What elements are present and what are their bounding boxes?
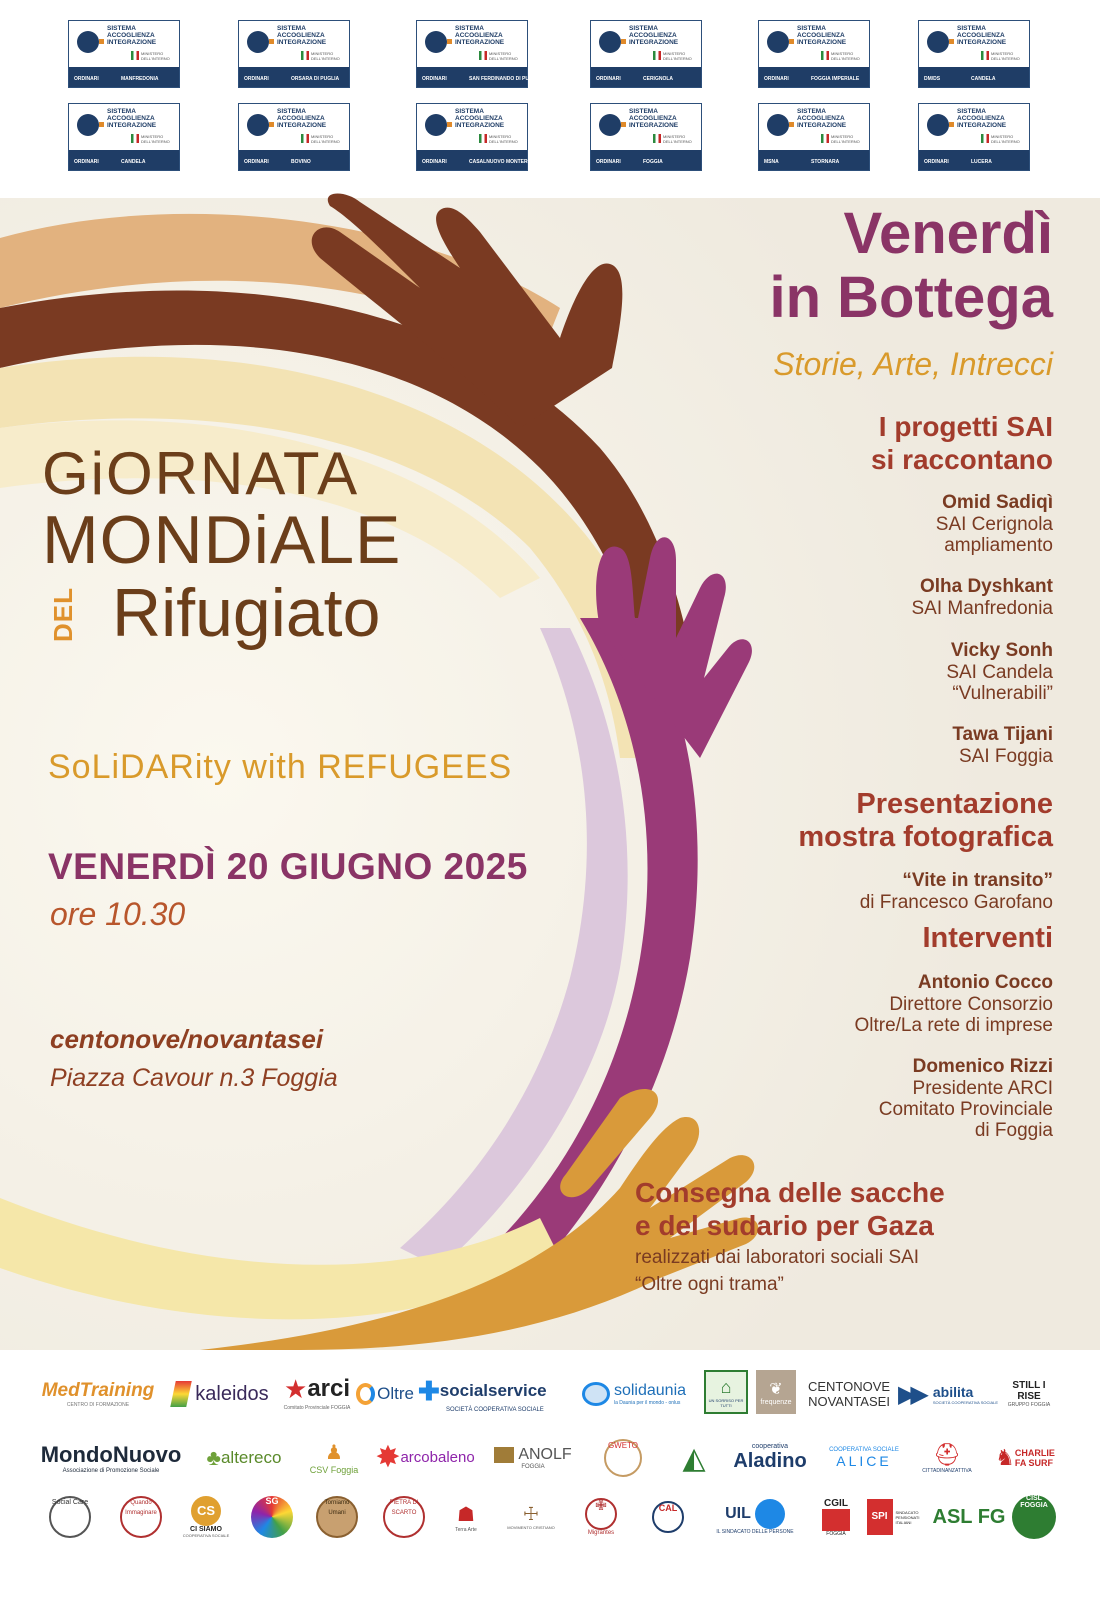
sai-badge — [68, 20, 180, 88]
abilita-arrows-icon: ▶▶ — [897, 1380, 923, 1408]
sai-badge-municipality: FOGGIA IMPERIALE — [811, 76, 860, 82]
logo-cittadinanzattiva — [910, 1434, 984, 1482]
sai-badge — [758, 20, 870, 88]
sai-badge-ministry: MINISTERO DELL'INTERNO — [311, 51, 340, 61]
logo-africa — [670, 1436, 718, 1480]
logo-mondonuovo-sub: Associazione di Promozione Sociale — [62, 1468, 160, 1474]
speaker-desc-4-l1: SAI Foggia — [959, 746, 1053, 767]
sai-badge-category: ORDINARI — [924, 159, 949, 165]
sai-badge-category: ORDINARI — [596, 76, 621, 82]
sai-logo-icon — [767, 31, 789, 53]
sai-badge — [416, 103, 546, 171]
speaker-name-3: Vicky Sonh — [950, 640, 1053, 661]
sai-logo-icon — [927, 31, 949, 53]
speech-desc-2-l1: Presidente ARCI — [912, 1078, 1053, 1099]
logo-cisiamo — [176, 1492, 236, 1542]
logo-anolf — [490, 1436, 576, 1480]
logo-spi-text: SPI — [867, 1499, 893, 1535]
logo-cisiamo-text: CI SIAMO — [190, 1526, 222, 1533]
poster — [0, 198, 1100, 1350]
logo-alice-sub: COOPERATIVA SOCIALE — [829, 1447, 899, 1453]
logo-quandoimmaginare — [112, 1494, 170, 1540]
sai-badge — [68, 103, 180, 171]
logo-torniamoumani-text: Torniamo Umani — [316, 1496, 358, 1538]
speaker-desc-1-l2: ampliamento — [944, 535, 1053, 556]
section-exhibition-l2: mostra fotografica — [798, 821, 1053, 853]
logo-mondonuovo-text: MondoNuovo — [40, 1442, 182, 1467]
sai-badge-municipality: STORNARA — [811, 159, 840, 165]
logo-alice-text: ALICE — [836, 1453, 892, 1469]
section-sai-projects — [633, 410, 1053, 476]
section-gaza-l1: Consegna delle sacche — [635, 1177, 945, 1208]
sai-logo-icon — [599, 114, 621, 136]
logo-socialcare-text: Social Care — [49, 1496, 91, 1538]
sai-badge-title: SISTEMA ACCOGLIENZA INTEGRAZIONE — [277, 25, 327, 46]
logo-medtraining-sub: CENTRO DI FORMAZIONE — [66, 1402, 130, 1408]
logo-pietradiscarto-text: PIETRA DI SCARTO — [383, 1496, 425, 1538]
title-del: DEL — [48, 587, 78, 642]
sai-badge-ministry: MINISTERO DELL'INTERNO — [831, 134, 860, 144]
speaker-desc-1-l1: SAI Cerignola — [935, 514, 1053, 535]
cisiamo-cs-icon: CS — [191, 1496, 221, 1526]
sai-badge-ministry: MINISTERO DELL'INTERNO — [991, 51, 1020, 61]
logo-terraarte — [446, 1494, 486, 1540]
program-title-line1: Venerdì — [843, 201, 1053, 266]
sai-badge-category: MSNA — [764, 159, 779, 165]
speech-name-1: Antonio Cocco — [917, 972, 1053, 993]
logo-medtraining — [40, 1374, 156, 1414]
sai-badge-municipality: SAN FERDINANDO DI PUGLIA — [469, 76, 541, 82]
logo-arci-sub: Comitato Provinciale FOGGIA — [283, 1404, 351, 1411]
speaker-name-2: Olha Dyshkant — [919, 576, 1053, 597]
sai-badge-category: ORDINARI — [422, 76, 447, 82]
italy-flag-icon — [479, 134, 487, 143]
sai-badge-ministry: MINISTERO DELL'INTERNO — [831, 51, 860, 61]
sai-badge-category: DM/DS — [924, 76, 941, 82]
logo-unsorriso — [704, 1370, 748, 1414]
section-gaza-desc-l2: “Oltre ogni trama” — [635, 1274, 784, 1295]
italy-flag-icon — [821, 134, 829, 143]
logo-quandoimmaginare-text: Quando Immaginare — [120, 1496, 162, 1538]
sai-logo-icon — [599, 31, 621, 53]
logo-altereco-text: altereco — [220, 1448, 282, 1467]
sai-badge — [918, 103, 1030, 171]
sai-badge — [416, 20, 541, 88]
movimento-emblem-icon: ☩ — [522, 1504, 540, 1524]
sai-badge-ministry: MINISTERO DELL'INTERNO — [489, 51, 518, 61]
sai-badge-title: SISTEMA ACCOGLIENZA INTEGRAZIONE — [797, 25, 847, 46]
logo-aslfg — [932, 1494, 1006, 1540]
sai-badge-municipality: CERIGNOLA — [643, 76, 673, 82]
africa-map-icon: ◭ — [682, 1441, 706, 1475]
section-sai-projects-l1: I progetti SAI — [878, 411, 1053, 442]
logo-solidaunia-sub: la Daunia per il mondo - onlus — [613, 1400, 681, 1406]
logo-terraarte-text: Terra Arte — [455, 1526, 477, 1533]
arci-star-icon: ★ — [284, 1373, 308, 1404]
charlie-surfer-icon: ♞ — [995, 1445, 1015, 1470]
speaker-desc-2 — [633, 598, 1053, 619]
kaleidos-mark-icon — [171, 1381, 193, 1407]
logo-oltre-text: Oltre — [377, 1384, 414, 1403]
sai-badge-title: SISTEMA ACCOGLIENZA INTEGRAZIONE — [455, 25, 505, 46]
sai-badge-municipality: CANDELA — [121, 159, 146, 165]
logo-torniamoumani — [310, 1494, 364, 1540]
logo-abilita-text: abilita — [932, 1383, 974, 1400]
sai-badge-municipality: FOGGIA — [643, 159, 663, 165]
sai-badge-municipality: BOVINO — [291, 159, 311, 165]
speech-desc-2-l2: Comitato Provinciale — [878, 1099, 1053, 1120]
logo-aladino-sub: cooperativa — [751, 1443, 789, 1450]
sai-badge-category: ORDINARI — [74, 76, 99, 82]
sai-badge — [238, 103, 350, 171]
uil-circle-icon — [755, 1499, 785, 1529]
program-title-line2: in Bottega — [769, 265, 1053, 330]
logo-kaleidos — [166, 1374, 276, 1414]
logo-anolf-sub: FOGGIA — [521, 1464, 545, 1470]
italy-flag-icon — [131, 134, 139, 143]
speech-desc-2-l3: di Foggia — [974, 1120, 1053, 1141]
logo-alice — [826, 1434, 902, 1482]
sai-badge-municipality: LUCERA — [971, 159, 992, 165]
title-line-rifugiato-row — [42, 575, 401, 655]
section-exhibition — [633, 788, 1053, 854]
logo-charlie — [990, 1434, 1060, 1482]
logo-abilita — [897, 1374, 999, 1414]
sai-badge-municipality: ORSARA DI PUGLIA — [291, 76, 340, 82]
sai-badge-title: SISTEMA ACCOGLIENZA INTEGRAZIONE — [107, 25, 157, 46]
logo-charlie-text: CHARLIE FA SURF — [1014, 1448, 1055, 1468]
italy-flag-icon — [821, 51, 829, 60]
sai-logo-icon — [425, 114, 447, 136]
logo-aladino — [722, 1436, 818, 1480]
sai-badge-municipality: CANDELA — [971, 76, 996, 82]
logo-movimentocristiano — [496, 1494, 566, 1540]
speaker-desc-1 — [633, 514, 1053, 556]
sai-badge-category: ORDINARI — [244, 76, 269, 82]
sai-badge-category: ORDINARI — [596, 159, 621, 165]
logo-spi-sub: SINDACATO PENSIONATI ITALIANI — [895, 1509, 920, 1525]
logo-oltre — [356, 1374, 414, 1414]
logo-centonove-text: CENTONOVE NOVANTASEI — [807, 1379, 891, 1409]
logo-solidaunia — [572, 1374, 696, 1414]
sai-badge-title: SISTEMA ACCOGLIENZA INTEGRAZIONE — [957, 25, 1007, 46]
logo-stillirise — [1000, 1370, 1058, 1418]
sai-badge-title: SISTEMA ACCOGLIENZA INTEGRAZIONE — [629, 108, 679, 129]
section-speeches: Interventi — [922, 922, 1053, 954]
speaker-name-1: Omid Sadiqì — [942, 492, 1053, 513]
logo-socialcare — [40, 1494, 100, 1540]
sai-badge-category: ORDINARI — [244, 159, 269, 165]
logo-cal — [640, 1492, 696, 1542]
speaker-desc-3-l1: SAI Candela — [946, 662, 1053, 683]
logo-anolf-text: ANOLF — [518, 1446, 572, 1463]
italy-flag-icon — [981, 51, 989, 60]
cgil-block-icon — [822, 1509, 850, 1531]
logo-migrantes — [576, 1492, 626, 1542]
logo-migrantes-text: Migrantes — [587, 1530, 615, 1536]
exhibition-name: “Vite in transito” — [902, 870, 1053, 891]
logo-cisl-text: CISL FOGGIA — [1012, 1495, 1056, 1539]
logo-arcobaleno — [372, 1434, 478, 1480]
sai-badge — [758, 103, 870, 171]
logo-sg-text: SG — [251, 1496, 293, 1538]
sai-badge-ministry: MINISTERO DELL'INTERNO — [141, 51, 170, 61]
italy-flag-icon — [653, 134, 661, 143]
logo-cisl — [1008, 1492, 1060, 1542]
speech-name-2: Domenico Rizzi — [912, 1056, 1053, 1077]
tagline: SoLiDARity with REFUGEES — [48, 748, 513, 786]
italy-flag-icon — [131, 51, 139, 60]
logo-solidaunia-text: solidaunia — [613, 1382, 687, 1399]
terraarte-figure-icon: ☗ — [457, 1503, 475, 1526]
sai-badge-ministry: MINISTERO DELL'INTERNO — [991, 134, 1020, 144]
logo-movimentocristiano-text: MOVIMENTO CRISTIANO — [507, 1525, 555, 1530]
italy-flag-icon — [653, 51, 661, 60]
title-line-mondiale: MONDiALE — [42, 502, 402, 578]
title-line-giornata: GiORNATA — [42, 440, 360, 507]
logo-arci-text: arci — [307, 1375, 351, 1402]
title-line-rifugiato: Rifugiato — [112, 575, 381, 651]
sai-badge-category: ORDINARI — [764, 76, 789, 82]
sai-badge — [238, 20, 350, 88]
logo-altereco — [196, 1438, 292, 1478]
logo-sg — [246, 1494, 298, 1540]
logo-arci — [284, 1366, 350, 1418]
anolf-mark-icon — [494, 1447, 514, 1463]
logo-uil-sub: IL SINDACATO DELLE PERSONE — [716, 1529, 794, 1535]
sai-badge — [590, 20, 702, 88]
logo-cgil-text: CGIL — [824, 1497, 848, 1509]
logo-gweto — [588, 1436, 658, 1480]
logo-aslfg-text: ASL FG — [932, 1505, 1006, 1528]
sai-badge-category: ORDINARI — [422, 159, 447, 165]
section-sai-projects-l2: si raccontano — [870, 444, 1053, 475]
sai-badge-ministry: MINISTERO DELL'INTERNO — [663, 134, 692, 144]
speaker-desc-4 — [633, 746, 1053, 767]
logo-mondonuovo — [40, 1438, 182, 1478]
sai-badge-ministry: MINISTERO DELL'INTERNO — [663, 51, 692, 61]
exhibition-author: di Francesco Garofano — [859, 892, 1053, 913]
speech-desc-1 — [633, 994, 1053, 1036]
unsorriso-house-icon: ⌂ — [720, 1376, 732, 1397]
program-subtitle: Storie, Arte, Intrecci — [773, 346, 1053, 382]
section-gaza-delivery — [635, 1176, 1095, 1242]
italy-flag-icon — [981, 134, 989, 143]
logo-socialservice-sub: SOCIETÀ COOPERATIVA SOCIALE — [446, 1406, 544, 1413]
sai-logo-icon — [247, 114, 269, 136]
logo-spi — [864, 1492, 934, 1542]
event-title — [42, 440, 402, 655]
speaker-desc-3 — [633, 662, 1053, 704]
sai-badge-ministry: MINISTERO DELL'INTERNO — [311, 134, 340, 144]
logo-csv — [306, 1434, 362, 1480]
event-address: Piazza Cavour n.3 Foggia — [50, 1064, 338, 1092]
section-gaza-desc-l1: realizzati dai laboratori sociali SAI — [635, 1247, 920, 1268]
arcobaleno-star-icon: ✸ — [375, 1440, 401, 1474]
logo-socialservice-text: socialservice — [439, 1381, 547, 1400]
speaker-name-4: Tawa Tijani — [952, 724, 1053, 745]
logo-socialservice — [418, 1374, 566, 1414]
italy-flag-icon — [301, 134, 309, 143]
sai-badge-title: SISTEMA ACCOGLIENZA INTEGRAZIONE — [957, 108, 1007, 129]
sai-badge-title: SISTEMA ACCOGLIENZA INTEGRAZIONE — [277, 108, 327, 129]
sai-badge — [918, 20, 1030, 88]
logo-gweto-text: GWETO — [604, 1439, 642, 1477]
speech-desc-1-l2: Oltre/La rete di imprese — [854, 1015, 1053, 1036]
speaker-desc-2-l1: SAI Manfredonia — [911, 598, 1053, 619]
logo-centonove — [802, 1374, 896, 1414]
italy-flag-icon — [479, 51, 487, 60]
partner-logos — [0, 1356, 1119, 1600]
logo-arcobaleno-text: arcobaleno — [400, 1448, 475, 1466]
sai-badge-ministry: MINISTERO DELL'INTERNO — [141, 134, 170, 144]
sai-badge-ministry: MINISTERO DELL'INTERNO — [489, 134, 518, 144]
event-venue: centonove/novantasei — [50, 1024, 324, 1054]
section-gaza-desc — [635, 1244, 1095, 1298]
speech-desc-2 — [633, 1078, 1053, 1141]
logo-frequenze-text: frequenze — [760, 1398, 792, 1406]
program-title — [673, 202, 1053, 330]
sai-badges — [0, 0, 1119, 190]
solidaunia-globe-icon — [582, 1382, 610, 1406]
logo-pietradiscarto — [376, 1494, 432, 1540]
italy-flag-icon — [301, 51, 309, 60]
sai-badge-municipality: MANFREDONIA — [121, 76, 159, 82]
sai-badge — [590, 103, 702, 171]
event-date: VENERDÌ 20 GIUGNO 2025 — [48, 846, 528, 887]
sai-logo-icon — [767, 114, 789, 136]
logo-abilita-sub: SOCIETÀ COOPERATIVA SOCIALE — [932, 1399, 999, 1405]
logo-cgil-sub: FOGGIA — [826, 1530, 846, 1537]
logo-kaleidos-text: kaleidos — [195, 1382, 269, 1405]
frequenze-leaf-icon: ❦ — [769, 1380, 783, 1398]
sai-logo-icon — [77, 31, 99, 53]
cittadinanzattiva-figure-icon: ⛑ — [933, 1442, 961, 1467]
csv-figures-icon: ♟ — [325, 1441, 343, 1464]
oltre-ring-icon — [356, 1383, 375, 1405]
logo-stillirise-sub: GRUPPO FOGGIA — [1007, 1402, 1051, 1408]
sai-badge-title: SISTEMA ACCOGLIENZA INTEGRAZIONE — [455, 108, 505, 129]
logo-aladino-text: Aladino — [733, 1450, 807, 1472]
migrantes-emblem-icon: ✙ — [585, 1498, 617, 1530]
sai-badge-category: ORDINARI — [74, 159, 99, 165]
sai-logo-icon — [247, 31, 269, 53]
logo-cal-text: CAL — [652, 1501, 684, 1533]
sai-logo-icon — [425, 31, 447, 53]
altereco-tree-icon: ♣ — [206, 1445, 221, 1470]
sai-badge-title: SISTEMA ACCOGLIENZA INTEGRAZIONE — [107, 108, 157, 129]
socialservice-plus-icon: ✚ — [418, 1375, 440, 1406]
event-time: ore 10.30 — [50, 896, 186, 932]
logo-csv-text: CSV Foggia — [309, 1464, 359, 1475]
sai-badge-title: SISTEMA ACCOGLIENZA INTEGRAZIONE — [629, 25, 679, 46]
sai-logo-icon — [927, 114, 949, 136]
section-exhibition-l1: Presentazione — [856, 788, 1053, 820]
logo-uil-text: UIL — [725, 1505, 751, 1522]
sai-logo-icon — [77, 114, 99, 136]
logo-cisiamo-sub: COOPERATIVA SOCIALE — [182, 1533, 230, 1538]
logo-cgil — [816, 1492, 856, 1542]
logo-uil — [708, 1492, 802, 1542]
section-gaza-l2: e del sudario per Gaza — [635, 1210, 934, 1241]
logo-frequenze — [756, 1370, 796, 1414]
logo-stillirise-text: STILL I RISE — [1012, 1380, 1046, 1402]
sai-badge-title: SISTEMA ACCOGLIENZA INTEGRAZIONE — [797, 108, 847, 129]
logo-medtraining-text: MedTraining — [41, 1380, 155, 1401]
sai-badge-municipality: CASALNUOVO MONTEROTARO — [469, 159, 546, 165]
speech-desc-1-l1: Direttore Consorzio — [889, 994, 1053, 1015]
speaker-desc-3-l2: “Vulnerabili” — [952, 683, 1053, 704]
logo-unsorriso-text: UN SORRISO PER TUTTI — [708, 1397, 744, 1408]
logo-cittadinanzattiva-text: CITTADINANZATTIVA — [922, 1468, 972, 1474]
